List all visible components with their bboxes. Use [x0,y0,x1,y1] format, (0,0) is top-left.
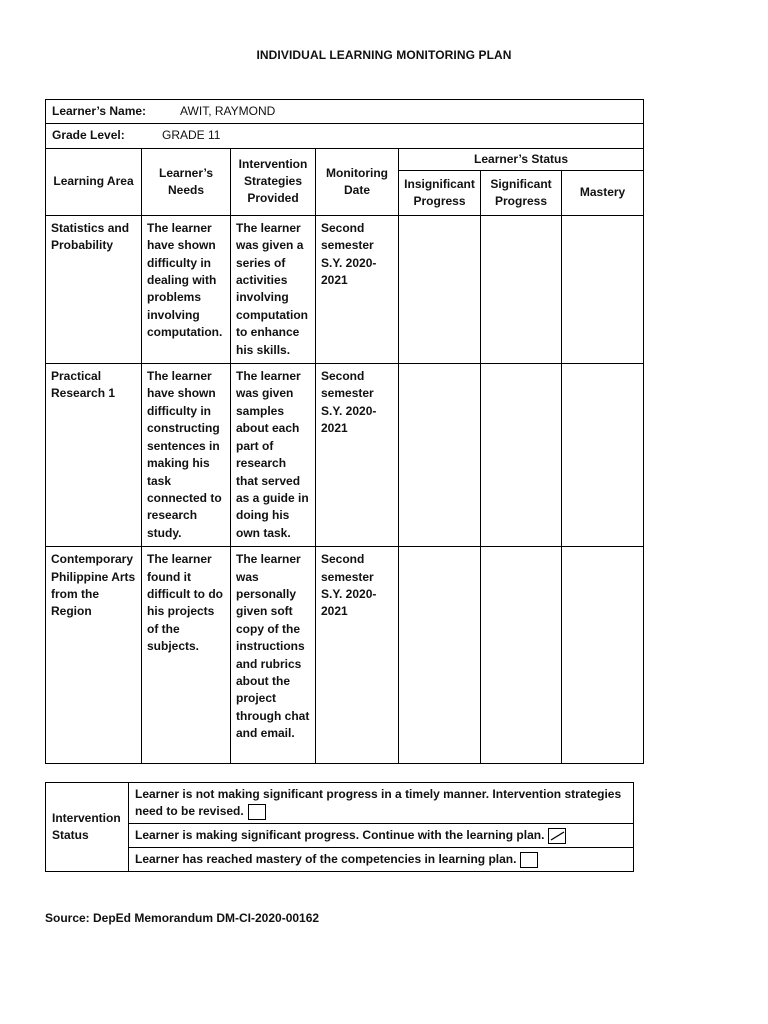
monitoring-date-cell: Second semester S.Y. 2020-2021 [316,364,399,547]
header-significant-progress: Significant Progress [481,170,562,215]
mastery-cell [562,364,644,547]
learners-needs-cell: The learner have shown difficulty in dealing with problems involving computation. [142,215,231,363]
insignificant-cell [399,364,481,547]
learners-needs-cell: The learner found it difficult to do his projects of the subjects. [142,547,231,764]
mastery-cell [562,547,644,764]
intervention-status-table [45,782,634,872]
grade-level-cell [46,124,644,148]
table-row [46,215,644,363]
status-option-text: Learner is making significant progress. Continue with the learning plan. [135,828,545,842]
header-learners-needs: Learner’s Needs [142,148,231,215]
table-row [46,547,644,764]
insignificant-cell [399,547,481,764]
learning-area-cell: Statistics and Probability [46,215,142,363]
learners-needs-cell: The learner have shown difficulty in constructing sentences in making his task connected to research study. [142,364,231,547]
header-intervention-strategies: Intervention Strategies Provided [231,148,316,215]
significant-cell [481,215,562,363]
learning-area-cell: Practical Research 1 [46,364,142,547]
intervention-status-label: Intervention Status [46,783,129,872]
header-row-1 [46,148,644,170]
status-row [46,824,634,848]
insignificant-cell [399,215,481,363]
status-row [46,848,634,872]
header-insignificant-progress: Insignificant Progress [399,170,481,215]
intervention-cell: The learner was personally given soft copy of the instructions and rubrics about the project through chat and email. [231,547,316,764]
monitoring-plan-table [45,99,644,764]
header-monitoring-date: Monitoring Date [316,148,399,215]
header-learning-area: Learning Area [46,148,142,215]
monitoring-date-cell: Second semester S.Y. 2020-2021 [316,547,399,764]
checkbox-unchecked[interactable] [520,852,538,868]
header-mastery: Mastery [562,170,644,215]
checkbox-checked[interactable] [548,828,566,844]
learner-name-label: Learner’s Name: [52,104,147,118]
status-option-cell [129,783,634,824]
document-title: INDIVIDUAL LEARNING MONITORING PLAN [256,48,512,62]
checkbox-unchecked[interactable] [248,804,266,820]
header-learners-status: Learner’s Status [399,148,644,170]
significant-cell [481,364,562,547]
status-option-text: Learner has reached mastery of the competencies in learning plan. [135,852,517,866]
check-mark-icon [549,829,565,843]
intervention-cell: The learner was given samples about each part of research that served as a guide in doing his own task. [231,364,316,547]
learner-name-value: AWIT, RAYMOND [180,104,276,118]
monitoring-date-cell: Second semester S.Y. 2020-2021 [316,215,399,363]
status-option-cell [129,848,634,872]
learner-name-row [46,100,644,124]
table-row [46,364,644,547]
status-option-cell [129,824,634,848]
mastery-cell [562,215,644,363]
significant-cell [481,547,562,764]
learning-area-cell: Contemporary Philippine Arts from the Region [46,547,142,764]
grade-level-row [46,124,644,148]
learner-name-cell [46,100,644,124]
intervention-cell: The learner was given a series of activities involving computation to enhance his skills. [231,215,316,363]
grade-level-value: GRADE 11 [162,128,221,143]
grade-level-label: Grade Level: [52,128,125,143]
source-note: Source: DepEd Memorandum DM-CI-2020-00162 [45,911,320,925]
status-row [46,783,634,824]
status-option-text: Learner is not making significant progress in a timely manner. Intervention strategies need to be revised. [135,787,622,818]
